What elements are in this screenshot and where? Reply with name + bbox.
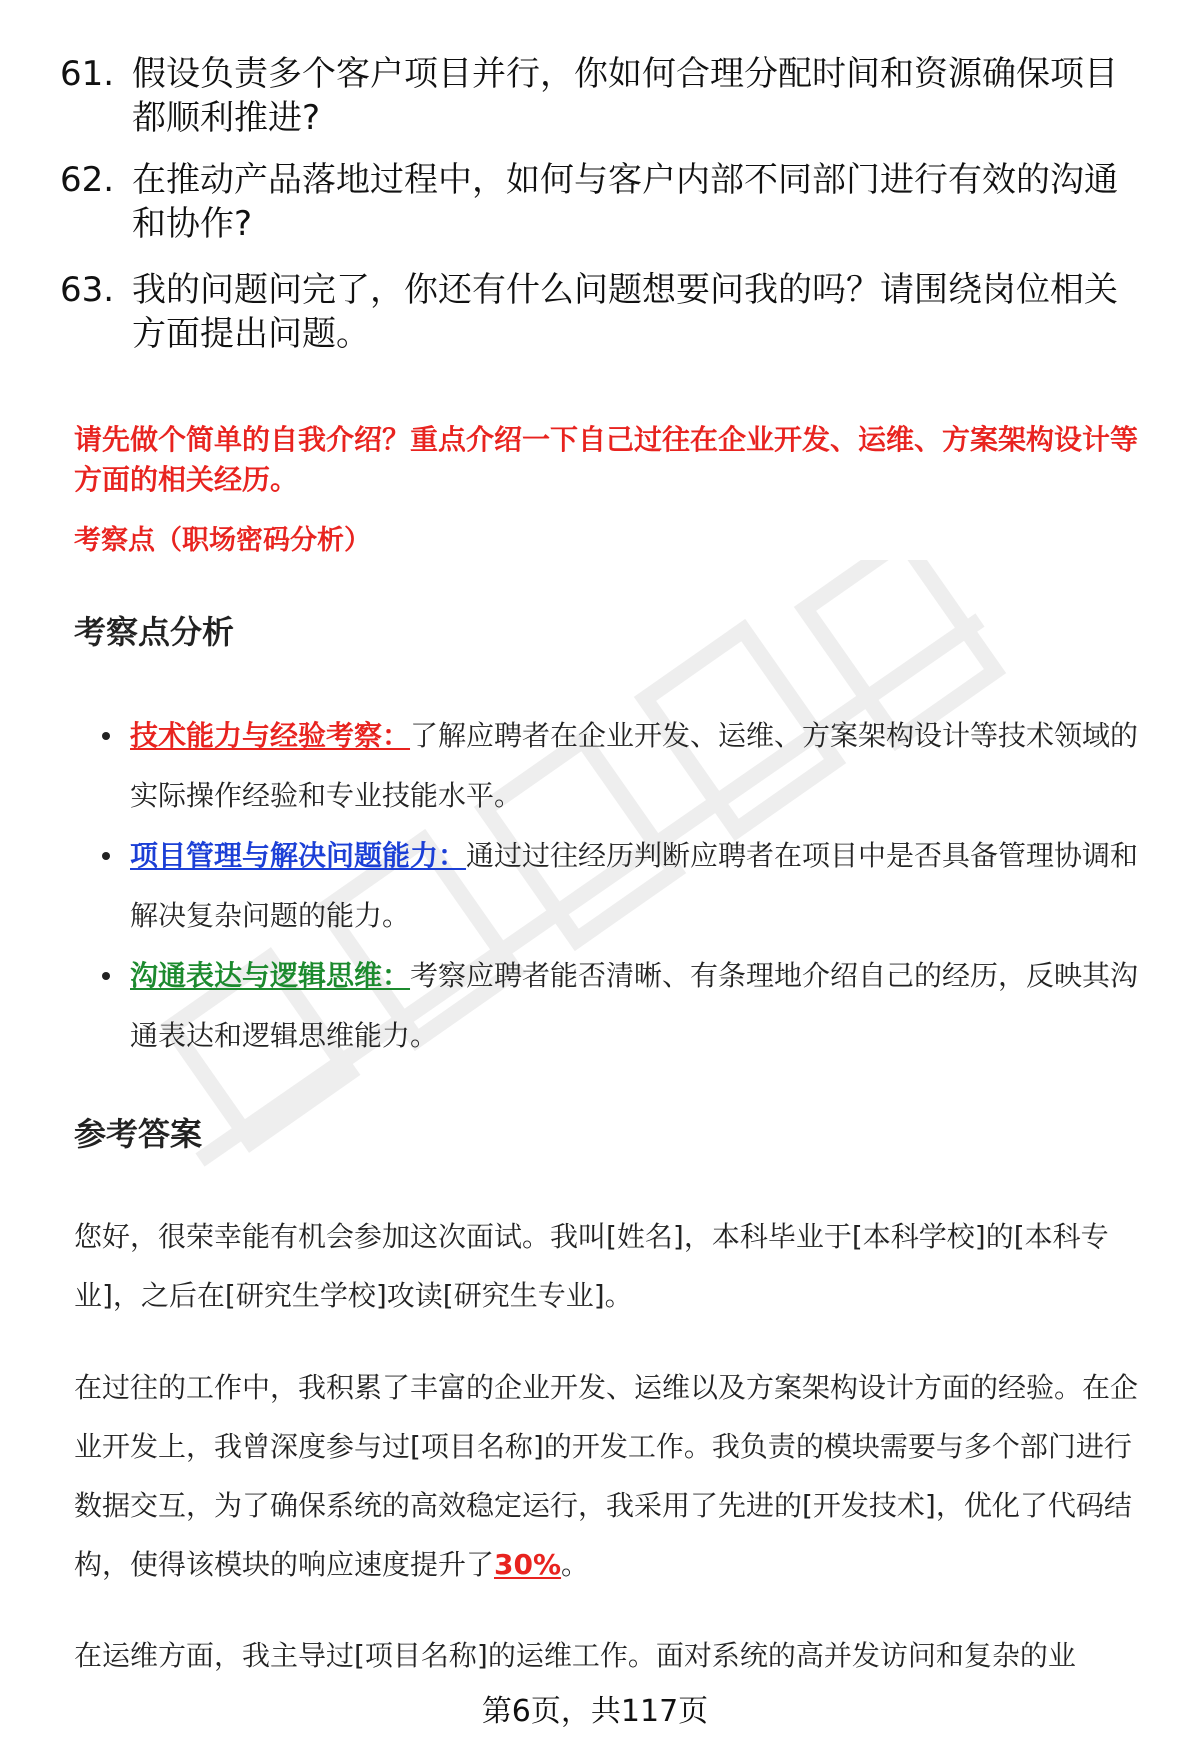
page-number: 第6页，共117页	[481, 1694, 709, 1729]
bullet-icon	[102, 972, 110, 980]
question-number: 61.	[60, 54, 115, 94]
question-63	[60, 268, 1150, 356]
question-text: 假设负责多个客户项目并行，你如何合理分配时间和资源确保项目都顺利推进?	[132, 54, 1118, 138]
highlight-percentage: 30%	[494, 1548, 562, 1581]
bullet-icon	[102, 852, 110, 860]
analysis-list	[100, 706, 1160, 1066]
analysis-heading: 考察点分析	[74, 613, 235, 651]
bullet-text: 了解应聘者在企业开发、运维、方案架构设计等技术领域的实际操作经验和专业技能水平。	[130, 719, 1139, 812]
question-text: 在推动产品落地过程中，如何与客户内部不同部门进行有效的沟通和协作?	[132, 160, 1118, 244]
question-number: 62.	[60, 160, 115, 200]
answer-paragraph-3: 在运维方面，我主导过[项目名称]的运维工作。面对系统的高并发访问和复杂的业	[74, 1639, 1076, 1672]
question-number: 63.	[60, 270, 115, 310]
question-61	[60, 52, 1150, 140]
bullet-text: 考察应聘者能否清晰、有条理地介绍自己的经历，反映其沟通表达和逻辑思维能力。	[130, 959, 1139, 1052]
list-item	[100, 946, 1160, 1066]
question-62	[60, 158, 1150, 246]
bullet-label: 沟通表达与逻辑思维：	[130, 959, 411, 992]
paragraph-end: 。	[561, 1548, 590, 1581]
bullet-label: 项目管理与解决问题能力：	[130, 839, 467, 872]
bullet-text: 通过过往经历判断应聘者在项目中是否具备管理协调和解决复杂问题的能力。	[130, 839, 1139, 932]
answer-heading: 参考答案	[74, 1115, 203, 1153]
inspection-title: 考察点（职场密码分析）	[74, 525, 371, 556]
bullet-icon	[102, 732, 110, 740]
list-item	[100, 826, 1160, 946]
bullet-label: 技术能力与经验考察：	[130, 719, 411, 752]
paragraph-text: 在过往的工作中，我积累了丰富的企业开发、运维以及方案架构设计方面的经验。在企业开发上，我曾深度参与过[项目名称]的开发工作。我负责的模块需要与多个部门进行数据交互，为了确保系统的高效稳定运行，我采用了先进的[开发技术]，优化了代码结构，使得该模块的响应速度提升了	[74, 1371, 1139, 1581]
answer-paragraph-1: 您好，很荣幸能有机会参加这次面试。我叫[姓名]，本科毕业于[本科学校]的[本科专业]，之后在[研究生学校]攻读[研究生专业]。	[74, 1220, 1109, 1312]
answer-paragraph-2	[74, 1358, 1154, 1594]
question-text: 我的问题问完了，你还有什么问题想要问我的吗？请围绕岗位相关方面提出问题。	[132, 270, 1118, 354]
list-item	[100, 706, 1160, 826]
interview-question: 请先做个简单的自我介绍？重点介绍一下自己过往在企业开发、运维、方案架构设计等方面的相关经历。	[74, 423, 1139, 496]
